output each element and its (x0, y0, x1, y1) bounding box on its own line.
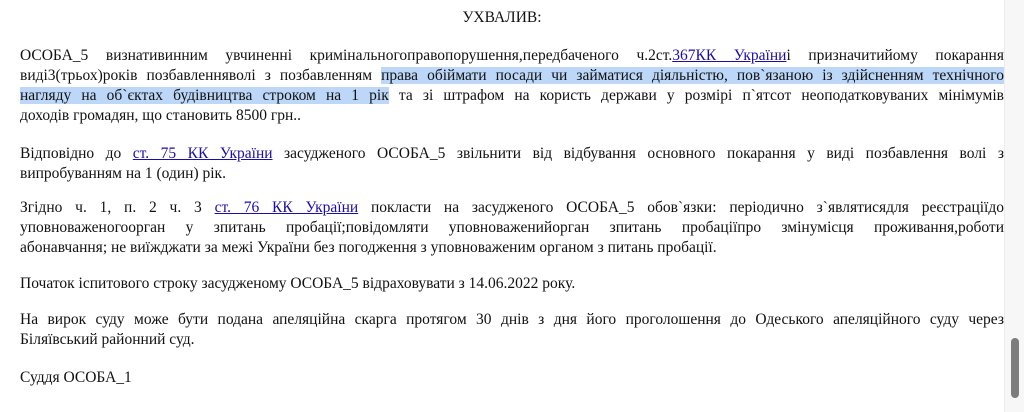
link-art-76[interactable]: ст. 76 КК України (214, 199, 359, 216)
para5-line2: Біляївський районний суд. (20, 331, 195, 348)
selected-text-2: нагляду на об`єктах будівництва строком на 1 рік (20, 87, 389, 104)
para3-line1-text: Згідно ч. 1, п. 2 ч. 3 (20, 199, 215, 216)
para1-line1-tail: і призначитийому покарання (786, 47, 1004, 64)
para1-line3 (20, 86, 1004, 108)
para3-line3: абонавчання; не виїжджати за межі України без погодження з уповноваженим органом з питань пробації. (20, 239, 717, 256)
para4-line1: Початок іспитового строку засудженому ОСОБА_5 відраховувати з 14.06.2022 року. (20, 275, 576, 292)
scrollbar-thumb[interactable] (1011, 338, 1019, 398)
selected-text-1: права обіймати посади чи займатися діяльністю, пов`язаною із здійсненням технічного (381, 67, 1004, 84)
para3-line1-tail: покласти на засудженого ОСОБА_5 обов`язки: періодично з`являтисядля реєстраціїдо (358, 199, 1004, 216)
para1-line2-text: виді3(трьох)років позбавленняволі з позбавленням (20, 67, 382, 84)
link-art-75[interactable]: ст. 75 КК України (132, 145, 273, 162)
ruling-heading: УХВАЛИВ: (462, 9, 542, 26)
para1-line2 (20, 66, 1004, 88)
para1-line1 (20, 46, 1004, 68)
para3-line1 (20, 198, 1004, 220)
para1-line1-text: ОСОБА_5 визнативинним увчиненні кримінальногоправопорушення,передбаченого ч.2ст. (20, 47, 673, 64)
link-art-367[interactable]: 367КК України (672, 47, 787, 64)
para2-line1-text: Відповідно до (20, 145, 133, 162)
judge-signature: Суддя ОСОБА_1 (20, 369, 132, 386)
para1-line4: доходів громадян, що становить 8500 грн.. (20, 107, 301, 124)
para3-line2: уповноваженогоорган у зпитань пробації;повідомляти уповноваженийорган зпитань пробаціїпро змінумісця проживання,роботи (20, 219, 1004, 236)
vertical-scrollbar[interactable] (1004, 0, 1024, 412)
para2-line1 (20, 144, 1004, 166)
para5-line1: На вирок суду може бути подана апеляційна скарга протягом 30 днів з дня його проголошення до Одеського апеляційного суду через (20, 311, 1004, 328)
para1-line3-tail: та зі штрафом на користь держави у розмірі п`ятсот неоподатковуваних мінімумів (388, 87, 1004, 104)
para2-line2: випробуванням на 1 (один) рік. (20, 165, 226, 182)
para2-line1-tail: засудженого ОСОБА_5 звільнити від відбування основного покарання у виді позбавлення волі з (272, 145, 1004, 162)
